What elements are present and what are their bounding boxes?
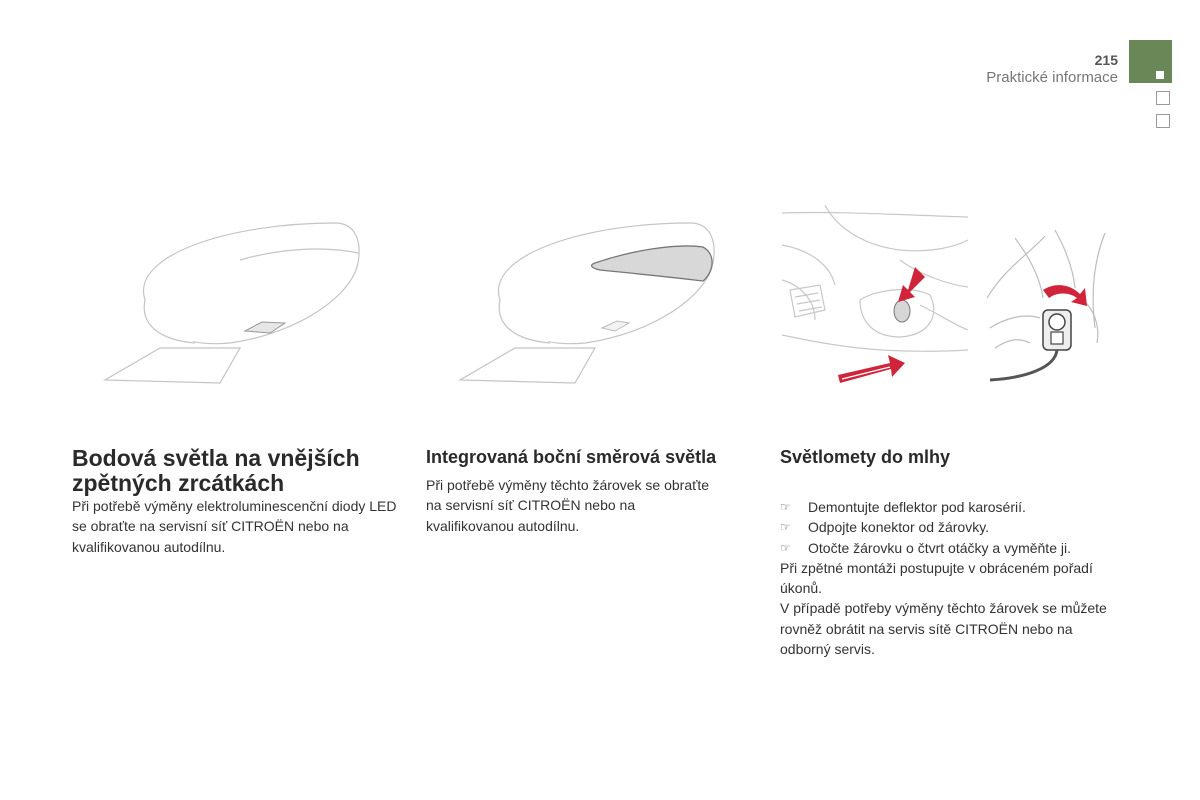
section-title: Praktické informace xyxy=(986,69,1118,86)
section-heading: Integrovaná boční směrová světla xyxy=(426,447,717,467)
pointing-hand-icon: ☞ xyxy=(780,540,791,555)
pointing-hand-icon: ☞ xyxy=(780,500,791,514)
section-body: Při potřebě výměny těchto žárovek se obraťte na servisní síť CITROËN nebo na kvalifikovanou autodílnu. xyxy=(426,477,710,534)
fog-lamp-bulb-illustration xyxy=(985,228,1107,388)
section-fog-lamps xyxy=(780,447,1120,659)
chapter-tab-marker xyxy=(1156,71,1164,79)
section-indicator-lights xyxy=(426,447,726,536)
pointing-hand-icon: ☞ xyxy=(780,520,791,535)
step-text: Demontujte deflektor pod karosérií. xyxy=(808,499,1026,515)
chapter-tab xyxy=(1129,40,1172,83)
section-heading: Světlomety do mlhy xyxy=(780,447,951,467)
chapter-indicator-square xyxy=(1156,91,1170,105)
step-text: Otočte žárovku o čtvrt otáčky a vyměňte ji. xyxy=(808,539,1071,556)
mirror-indicator-illustration xyxy=(455,215,735,390)
service-note: V případě potřeby výměny těchto žárovek se můžete rovněž obrátit na servis sítě CITROËN nebo na odborný servis. xyxy=(780,600,1107,658)
section-heading: Bodová světla na vnějších zpětných zrcátkách xyxy=(72,445,360,496)
step-list xyxy=(780,497,1120,558)
list-item xyxy=(780,497,1120,517)
step-text: Odpojte konektor od žárovky. xyxy=(808,519,990,536)
section-mirror-led xyxy=(72,446,402,557)
list-item xyxy=(780,517,1120,537)
section-body: Při potřebě výměny elektroluminescenční diody LED se obraťte na servisní síť CITROËN nebo na kvalifikovanou autodílnu. xyxy=(72,498,397,555)
mirror-led-illustration xyxy=(100,215,380,390)
page-number: 215 xyxy=(1094,52,1118,68)
chapter-indicator-square xyxy=(1156,114,1170,128)
fog-lamp-bumper-illustration xyxy=(780,205,970,395)
reassembly-note: Při zpětné montáži postupujte v obráceném pořadí úkonů. xyxy=(780,559,1093,597)
list-item xyxy=(780,538,1120,558)
